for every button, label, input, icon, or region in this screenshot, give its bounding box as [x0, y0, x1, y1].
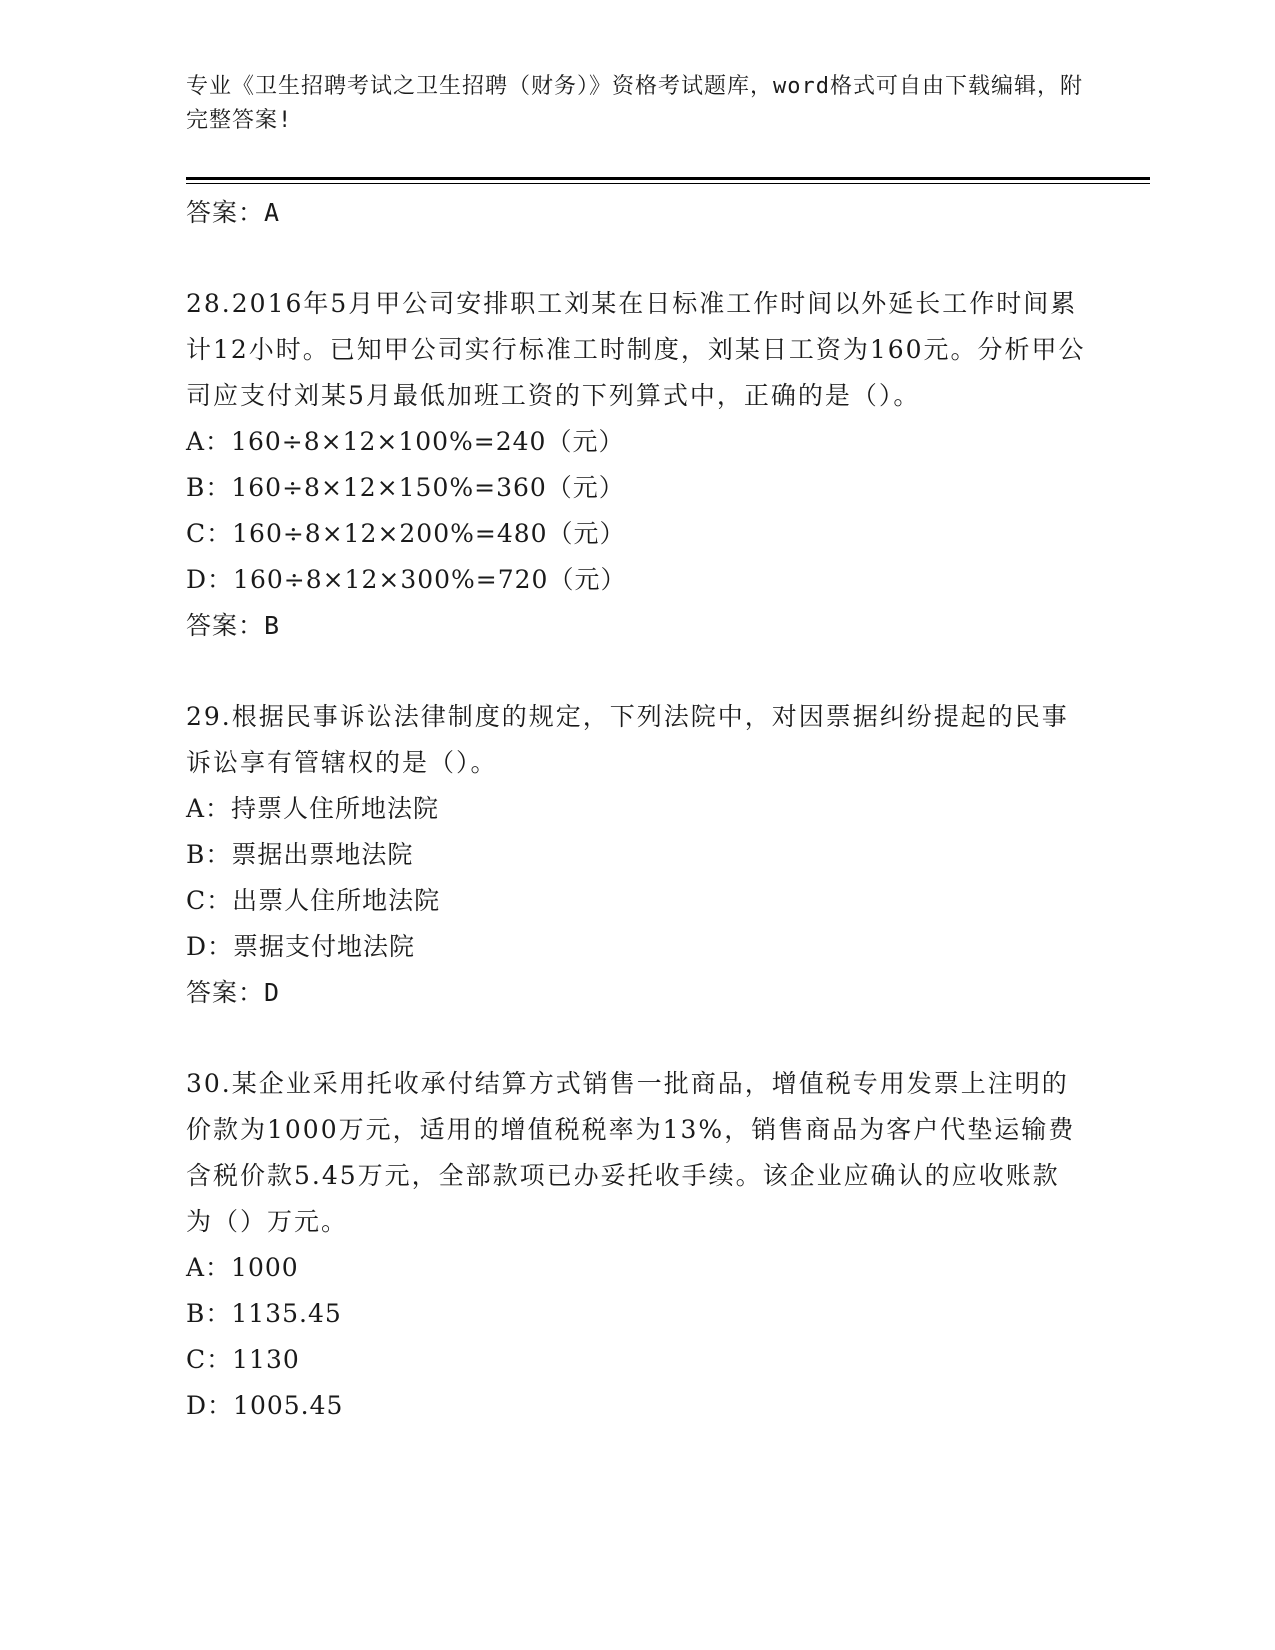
header-divider-thick — [186, 177, 1150, 180]
question-29 — [186, 694, 1086, 1016]
answer-label: 答案：A — [186, 198, 281, 227]
question-stem: 28.2016年5月甲公司安排职工刘某在日标准工作时间以外延长工作时间累计12小时。已知甲公司实行标准工时制度，刘某日工资为160元。分析甲公司应支付刘某5月最低加班工资的下列算式中，正确的是（）。 — [186, 289, 1086, 410]
question-stem: 30.某企业采用托收承付结算方式销售一批商品，增值税专用发票上注明的价款为1000万元，适用的增值税税率为13%，销售商品为客户代垫运输费含税价款5.45万元，全部款项已办妥托收手续。该企业应确认的应收账款为（）万元。 — [186, 1069, 1076, 1236]
answer-label: 答案：B — [186, 611, 281, 640]
option-b: B：票据出票地法院 — [186, 840, 414, 869]
option-a: A：1000 — [186, 1253, 299, 1282]
option-c: C：160÷8×12×200%=480（元） — [186, 519, 626, 548]
option-a: A：持票人住所地法院 — [186, 794, 440, 823]
option-b: B：1135.45 — [186, 1299, 342, 1328]
option-d: D：160÷8×12×300%=720（元） — [186, 565, 627, 594]
header-divider-thin — [186, 183, 1150, 184]
option-c: C：出票人住所地法院 — [186, 886, 441, 915]
option-d: D：票据支付地法院 — [186, 932, 416, 961]
question-content — [186, 190, 1086, 1429]
page-header: 专业《卫生招聘考试之卫生招聘（财务）》资格考试题库，word格式可自由下载编辑，附完整答案! — [186, 74, 1083, 133]
question-stem: 29.根据民事诉讼法律制度的规定，下列法院中，对因票据纠纷提起的民事诉讼享有管辖权的是（）。 — [186, 702, 1069, 777]
option-a: A：160÷8×12×100%=240（元） — [186, 427, 625, 456]
question-30 — [186, 1061, 1086, 1429]
option-b: B：160÷8×12×150%=360（元） — [186, 473, 625, 502]
option-d: D：1005.45 — [186, 1391, 344, 1420]
answer-label: 答案：D — [186, 978, 281, 1007]
option-c: C：1130 — [186, 1345, 300, 1374]
question-28 — [186, 281, 1086, 649]
